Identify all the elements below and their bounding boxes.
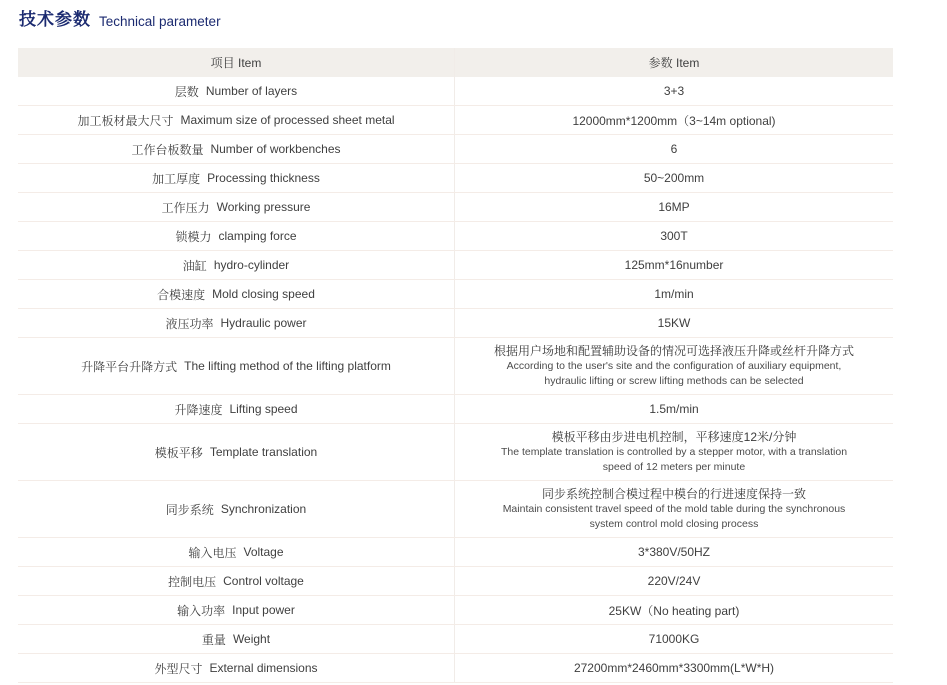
param-label (18, 309, 455, 337)
label-en: hydro-cylinder (213, 258, 290, 272)
param-label (18, 164, 455, 192)
table-row (18, 654, 893, 683)
technical-parameter-table (18, 48, 893, 683)
table-row (18, 625, 893, 654)
param-label (18, 625, 455, 653)
page-title (0, 0, 947, 48)
param-label (18, 106, 455, 134)
table-row (18, 164, 893, 193)
param-label (18, 135, 455, 163)
label-zh: 升降平台升降方式 (81, 359, 178, 374)
param-value-en-line1: Maintain consistent travel speed of the mold table during the synchronous (502, 502, 846, 515)
param-label (18, 222, 455, 250)
table-row (18, 395, 893, 424)
param-value-en-line1: According to the user's site and the configuration of auxiliary equipment, (506, 359, 842, 372)
param-label (18, 567, 455, 595)
table-row (18, 135, 893, 164)
param-value (455, 338, 893, 394)
param-value-en-line2: system control mold closing process (589, 517, 759, 530)
label-zh: 输入功率 (177, 603, 226, 618)
label-zh: 工作压力 (161, 200, 210, 215)
param-value: 3*380V/50HZ (637, 545, 711, 559)
table-row (18, 251, 893, 280)
table-row (18, 106, 893, 135)
table-row (18, 309, 893, 338)
param-value: 220V/24V (647, 574, 701, 588)
label-zh: 输入电压 (188, 545, 237, 560)
label-en: clamping force (218, 229, 297, 243)
label-en: The lifting method of the lifting platform (184, 359, 391, 373)
table-row (18, 280, 893, 309)
param-label (18, 77, 455, 105)
header-param-column: 参数 Item (648, 56, 700, 70)
param-label (18, 251, 455, 279)
param-value-en-line1: The template translation is controlled by a stepper motor, with a translation (500, 445, 848, 458)
label-zh: 同步系统 (165, 502, 214, 517)
table-row (18, 424, 893, 481)
label-en: Hydraulic power (220, 316, 307, 330)
page-title-zh: 技术参数 (19, 10, 91, 29)
param-value: 1.5m/min (649, 402, 699, 416)
param-value: 3+3 (663, 84, 685, 98)
param-value-zh: 模板平移由步进电机控制，平移速度12米/分钟 (551, 429, 797, 444)
param-value: 300T (660, 229, 688, 243)
label-en: Working pressure (216, 200, 311, 214)
page-title-en: Technical parameter (99, 14, 221, 29)
label-en: External dimensions (209, 661, 318, 675)
label-en: Number of layers (205, 84, 298, 98)
param-value: 15KW (657, 316, 691, 330)
header-item-column: 项目 Item (18, 48, 455, 77)
label-zh: 控制电压 (168, 574, 217, 589)
param-label (18, 280, 455, 308)
label-zh: 液压功率 (165, 316, 214, 331)
table-header-row (18, 48, 893, 77)
param-label (18, 481, 455, 537)
table-row (18, 77, 893, 106)
label-zh: 锁模力 (175, 229, 212, 244)
param-value: 1m/min (654, 287, 694, 301)
label-zh: 重量 (201, 632, 226, 647)
param-value (455, 481, 893, 537)
param-value: 25KW（No heating part) (608, 603, 740, 618)
label-en: Input power (232, 603, 295, 617)
table-row (18, 596, 893, 625)
label-en: Voltage (243, 545, 284, 559)
label-en: Template translation (209, 445, 318, 459)
table-row (18, 538, 893, 567)
label-en: Mold closing speed (212, 287, 315, 301)
label-en: Synchronization (220, 502, 307, 516)
label-zh: 模板平移 (154, 445, 203, 460)
param-value: 27200mm*2460mm*3300mm(L*W*H) (573, 661, 775, 675)
label-zh: 外型尺寸 (154, 661, 203, 676)
table-row (18, 193, 893, 222)
label-en: Processing thickness (207, 171, 320, 185)
label-en: Control voltage (223, 574, 304, 588)
param-label (18, 538, 455, 566)
param-label (18, 654, 455, 682)
param-value-zh: 根据用户场地和配置辅助设备的情况可选择液压升降或丝杆升降方式 (493, 343, 854, 358)
param-value-en-line2: speed of 12 meters per minute (602, 460, 746, 473)
label-zh: 工作台板数量 (131, 142, 204, 157)
param-value: 50~200mm (643, 171, 705, 185)
param-value (455, 424, 893, 480)
param-label (18, 338, 455, 394)
table-row (18, 567, 893, 596)
table-row (18, 222, 893, 251)
param-value: 71000KG (648, 632, 700, 646)
param-label (18, 596, 455, 624)
param-label (18, 395, 455, 423)
label-en: Maximum size of processed sheet metal (180, 113, 395, 127)
label-zh: 油缸 (182, 258, 207, 273)
label-zh: 加工板材最大尺寸 (77, 113, 174, 128)
table-row (18, 481, 893, 538)
param-value: 6 (670, 142, 678, 156)
label-en: Lifting speed (229, 402, 298, 416)
label-zh: 合模速度 (157, 287, 206, 302)
param-value-en-line2: hydraulic lifting or screw lifting methods can be selected (544, 374, 804, 387)
param-value: 12000mm*1200mm（3~14m optional) (572, 113, 776, 128)
label-zh: 加工厚度 (152, 171, 201, 186)
label-zh: 层数 (174, 84, 199, 99)
table-row (18, 338, 893, 395)
param-label (18, 424, 455, 480)
param-value: 16MP (658, 200, 690, 214)
label-en: Weight (232, 632, 271, 646)
param-value: 125mm*16number (624, 258, 724, 272)
label-zh: 升降速度 (174, 402, 223, 417)
param-label (18, 193, 455, 221)
param-value-zh: 同步系统控制合模过程中模台的行进速度保持一致 (541, 486, 806, 501)
label-en: Number of workbenches (210, 142, 341, 156)
